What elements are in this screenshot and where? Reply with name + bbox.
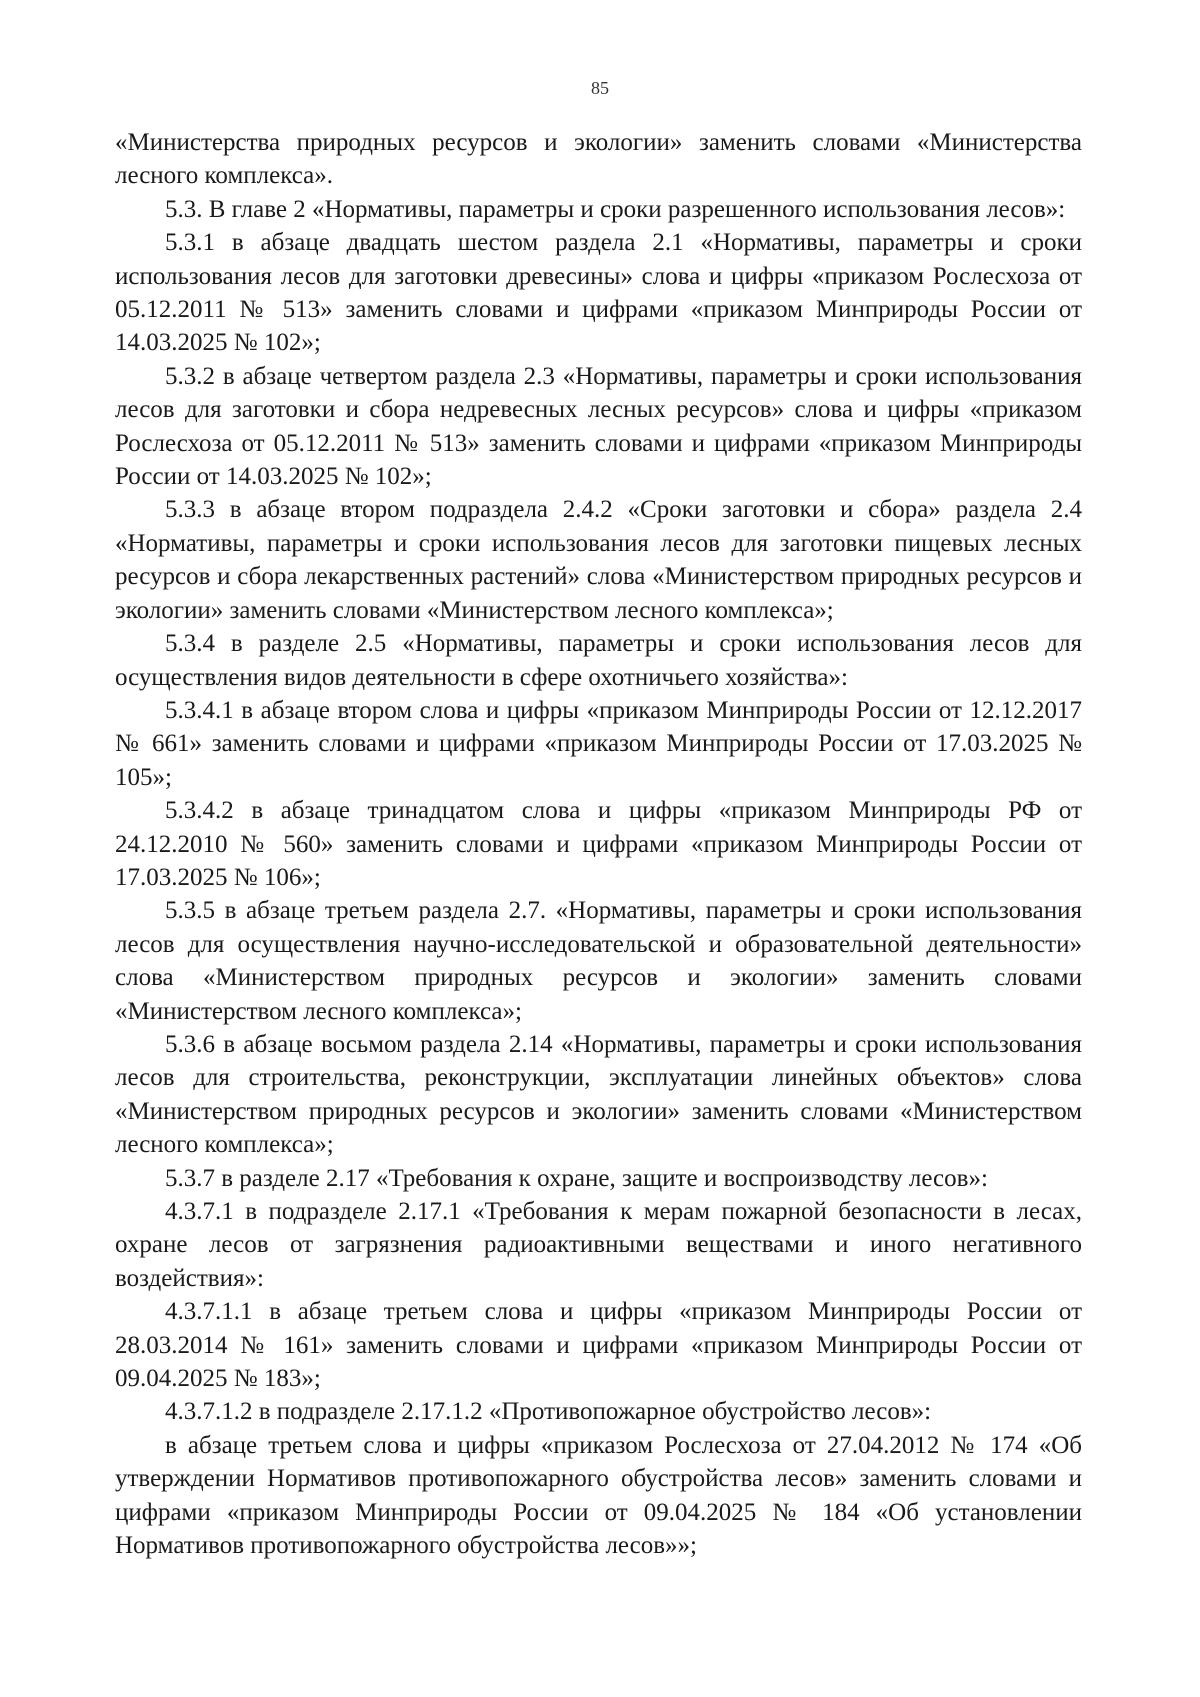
paragraph-5-3-1: 5.3.1 в абзаце двадцать шестом раздела 2.1 «Нормативы, параметры и сроки использования лесов для заготовки древесины» слова и цифры «приказом Рослесхоза от 05.12.2011 № 513» заменить словами и цифрами «приказом Минприроды России от 14.03.2025 № 102»; xyxy=(115,229,1082,357)
paragraph-5-3-4-2: 5.3.4.2 в абзаце тринадцатом слова и цифры «приказом Минприроды РФ от 24.12.2010 № 560» заменить словами и цифрами «приказом Минприроды России от 17.03.2025 № 106»; xyxy=(115,797,1082,891)
paragraph-4-3-7-1-2: 4.3.7.1.2 в подразделе 2.17.1.2 «Противопожарное обустройство лесов»: xyxy=(165,1398,932,1426)
paragraph-4-3-7-1-1: 4.3.7.1.1 в абзаце третьем слова и цифры «приказом Минприроды России от 28.03.2014 № 161» заменить словами и цифрами «приказом Минприроды России от 09.04.2025 № 183»; xyxy=(115,1298,1082,1393)
paragraph-5-3-6: 5.3.6 в абзаце восьмом раздела 2.14 «Нормативы, параметры и сроки использования лесов для строительства, реконструкции, эксплуатации линейных объектов» слова «Министерством природных ресурсов и экологии» заменить словами «Министерством лесного комплекса»; xyxy=(115,1030,1082,1159)
paragraph-continuation: «Министерства природных ресурсов и экологии» заменить словами «Министерства лесного комплекса». xyxy=(115,129,1082,190)
paragraph-5-3-7: 5.3.7 в разделе 2.17 «Требования к охране, защите и воспроизводству лесов»: xyxy=(165,1164,988,1192)
paragraph-5-3-3: 5.3.3 в абзаце втором подраздела 2.4.2 «Сроки заготовки и сбора» раздела 2.4 «Нормативы, параметры и сроки использования лесов для заготовки пищевых лесных ресурсов и сбора лекарственных растений» слова «Министерством природных ресурсов и экологии» заменить словами «Министерством лесного комплекса»; xyxy=(115,496,1082,624)
paragraph-5-3-5: 5.3.5 в абзаце третьем раздела 2.7. «Нормативы, параметры и сроки использования лесов для осуществления научно-исследовательской и образовательной деятельности» слова «Министерством природных ресурсов и экологии» заменить словами «Министерством лесного комплекса»; xyxy=(115,897,1082,1025)
paragraph-5-3-4: 5.3.4 в разделе 2.5 «Нормативы, параметры и сроки использования лесов для осуществления видов деятельности в сфере охотничьего хозяйства»: xyxy=(115,630,1082,691)
paragraph-5-3-4-1: 5.3.4.1 в абзаце втором слова и цифры «приказом Минприроды России от 12.12.2017 № 661» заменить словами и цифрами «приказом Минприроды России от 17.03.2025 № 105»; xyxy=(115,696,1082,791)
paragraph-4-3-7-1: 4.3.7.1 в подразделе 2.17.1 «Требования к мерам пожарной безопасности в лесах, охране лесов от загрязнения радиоактивными веществами и иного негативного воздействия»: xyxy=(115,1198,1082,1292)
paragraph-5-3: 5.3. В главе 2 «Нормативы, параметры и сроки разрешенного использования лесов»: xyxy=(165,195,1066,223)
document-body xyxy=(115,126,1082,1562)
paragraph-5-3-2: 5.3.2 в абзаце четвертом раздела 2.3 «Нормативы, параметры и сроки использования лесов для заготовки и сбора недревесных лесных ресурсов» слова и цифры «приказом Рослесхоза от 05.12.2011 № 513» заменить словами и цифрами «приказом Минприроды России от 14.03.2025 № 102»; xyxy=(115,362,1082,491)
paragraph-final: в абзаце третьем слова и цифры «приказом Рослесхоза от 27.04.2012 № 174 «Об утверждении Нормативов противопожарного обустройства лесов» заменить словами и цифрами «приказом Минприроды России от 09.04.2025 № 184 «Об установлении Нормативов противопожарного обустройства лесов»»; xyxy=(115,1431,1082,1560)
page-number: 85 xyxy=(591,78,609,98)
